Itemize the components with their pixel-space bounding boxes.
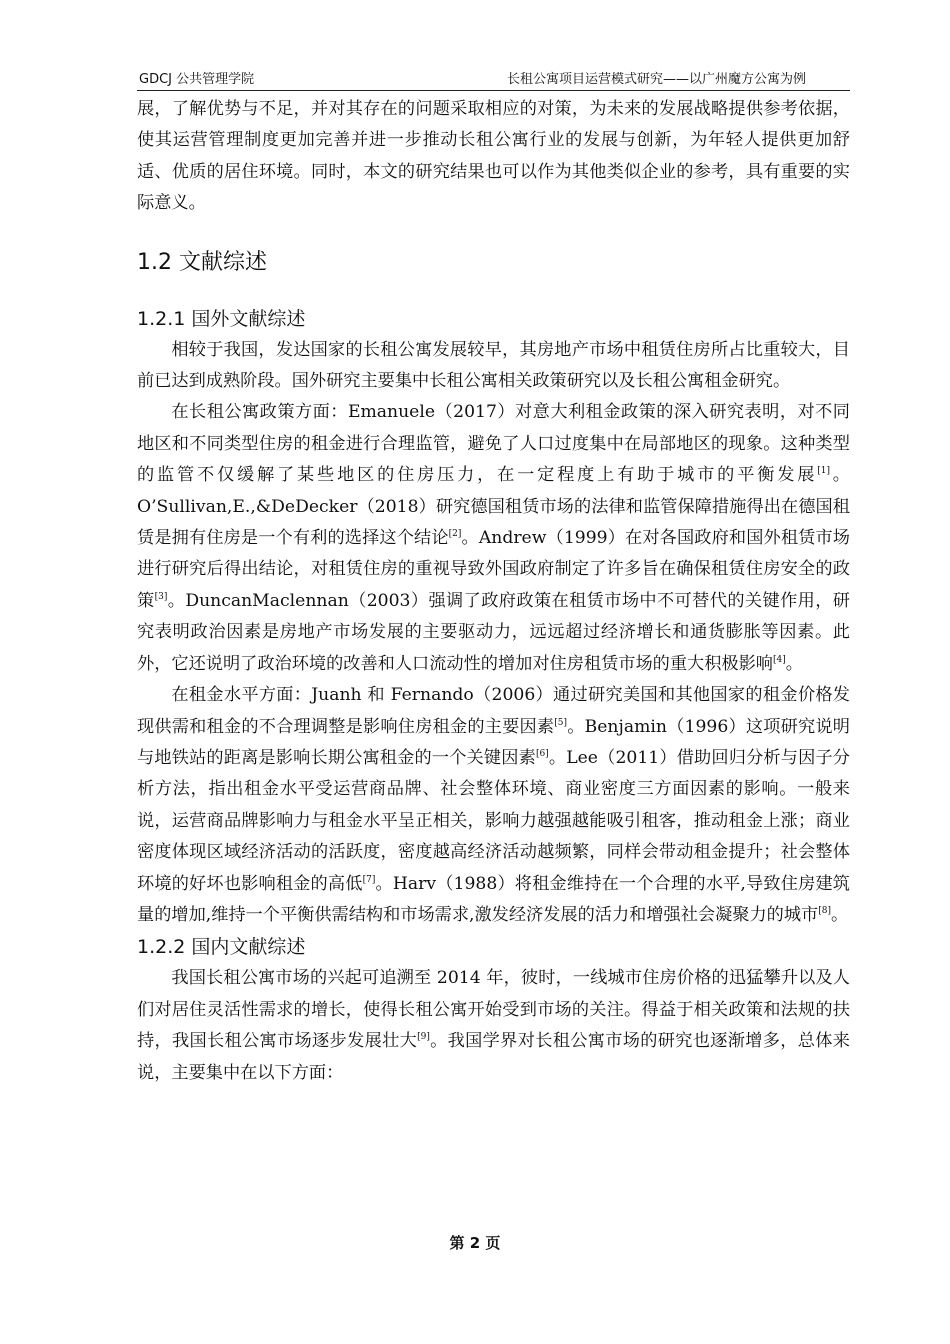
text-run: 。Benjamin（1996）这项研究说明与地铁站的距离是影响长期公寓租金的一个关键因素 (137, 716, 850, 768)
text-run: 。 (831, 904, 849, 925)
foreign-review-paragraph-rent (137, 680, 850, 931)
text-run: 。Harv（1988）将租金维持在一个合理的水平,导致住房建筑量的增加,维持一个平衡供需结构和市场需求,激发经济发展的活力和增强社会凝聚力的城市 (137, 873, 850, 925)
header-school: GDCJ 公共管理学院 (139, 72, 255, 87)
section-heading-1-2: 1.2 文献综述 (137, 249, 267, 275)
domestic-review-paragraph-1 (137, 963, 850, 1089)
citation: [1] (817, 466, 830, 477)
text-run: 在长租公寓政策方面：Emanuele（2017）对意大利租金政策的深入研究表明，对不同地区和不同类型住房的租金进行合理监管，避免了人口过度集中在局部地区的现象。这种类型的监管不仅缓解了某些地区的住房压力，在一定程度上有助于城市的平衡发展 (137, 402, 850, 486)
citation: [3] (154, 591, 168, 602)
section-heading-1-2-1: 1.2.1 国外文献综述 (137, 307, 306, 330)
intro-paragraph: 展，了解优势与不足，并对其存在的问题采取相应的对策，为未来的发展战略提供参考依据，使其运营管理制度更加完善并进一步推动长租公寓行业的发展与创新，为年轻人提供更加舒适、优质的居住环境。同时，本文的研究结果也可以作为其他类似企业的参考，具有重要的实际意义。 (137, 99, 850, 214)
text-run: 。Andrew（1999）在对各国政府和国外租赁市场进行研究后得出结论，对租赁住房的重视导致外国政府制定了许多旨在确保租赁住房安全的政策 (137, 528, 850, 611)
citation: [2] (448, 529, 462, 540)
text-run: 我国长租公寓市场的兴起可追溯至 2014 年，彼时，一线城市住房价格的迅猛攀升以及人们对居住灵活性需求的增长，使得长租公寓开始受到市场的关注。得益于相关政策和法规的扶持，我国长租公寓市场逐步发展壮大 (137, 968, 850, 1052)
text-run: 在租金水平方面：Juanh 和 Fernando（2006）通过研究美国和其他国家的租金价格发现供需和租金的不合理调整是影响住房租金的主要因素 (137, 685, 850, 737)
text-run: 。Lee（2011）借助回归分析与因子分析方法，指出租金水平受运营商品牌、社会整体环境、商业密度三方面因素的影响。一般来说，运营商品牌影响力与租金水平呈正相关，影响力越强越能吸引租客，推动租金上涨；商业密度体现区域经济活动的活跃度，密度越高经济活动越频繁，同样会带动租金提升；社会整体环境的好坏也影响租金的高低 (137, 747, 850, 894)
section-heading-1-2-2: 1.2.2 国内文献综述 (137, 936, 306, 959)
foreign-review-paragraph-1: 相较于我国，发达国家的长租公寓发展较早，其房地产市场中租赁住房所占比重较大，目前已达到成熟阶段。国外研究主要集中长租公寓相关政策研究以及长租公寓租金研究。 (137, 339, 850, 392)
citation: [9] (417, 1032, 430, 1043)
page-header (137, 64, 850, 91)
citation: [7] (362, 874, 376, 885)
text-run: 。我国学界对长租公寓市场的研究也逐渐增多，总体来说，主要集中在以下方面： (137, 1031, 850, 1083)
citation: [8] (818, 905, 831, 916)
citation: [6] (535, 748, 549, 759)
page-body (137, 94, 850, 1089)
header-thesis-title: 长租公寓项目运营模式研究——以广州魔方公寓为例 (506, 72, 806, 87)
foreign-review-paragraph-policy (137, 397, 850, 680)
citation: [5] (554, 717, 568, 728)
text-run: 。O’Sullivan,E.,&DeDecker（2018）研究德国租赁市场的法律和监管保障措施得出在德国租赁是拥有住房是一个有利的选择这个结论 (137, 465, 850, 549)
page-number: 第 2 页 (449, 1234, 501, 1252)
text-run: 。 (785, 653, 803, 674)
citation: [4] (772, 654, 786, 665)
text-run: 。DuncanMaclennan（2003）强调了政府政策在租赁市场中不可替代的关键作用，研究表明政治因素是房地产市场发展的主要驱动力，远远超过经济增长和通货膨胀等因素。此外，它还说明了政治环境的改善和人口流动性的增加对住房租赁市场的重大积极影响 (137, 590, 850, 674)
